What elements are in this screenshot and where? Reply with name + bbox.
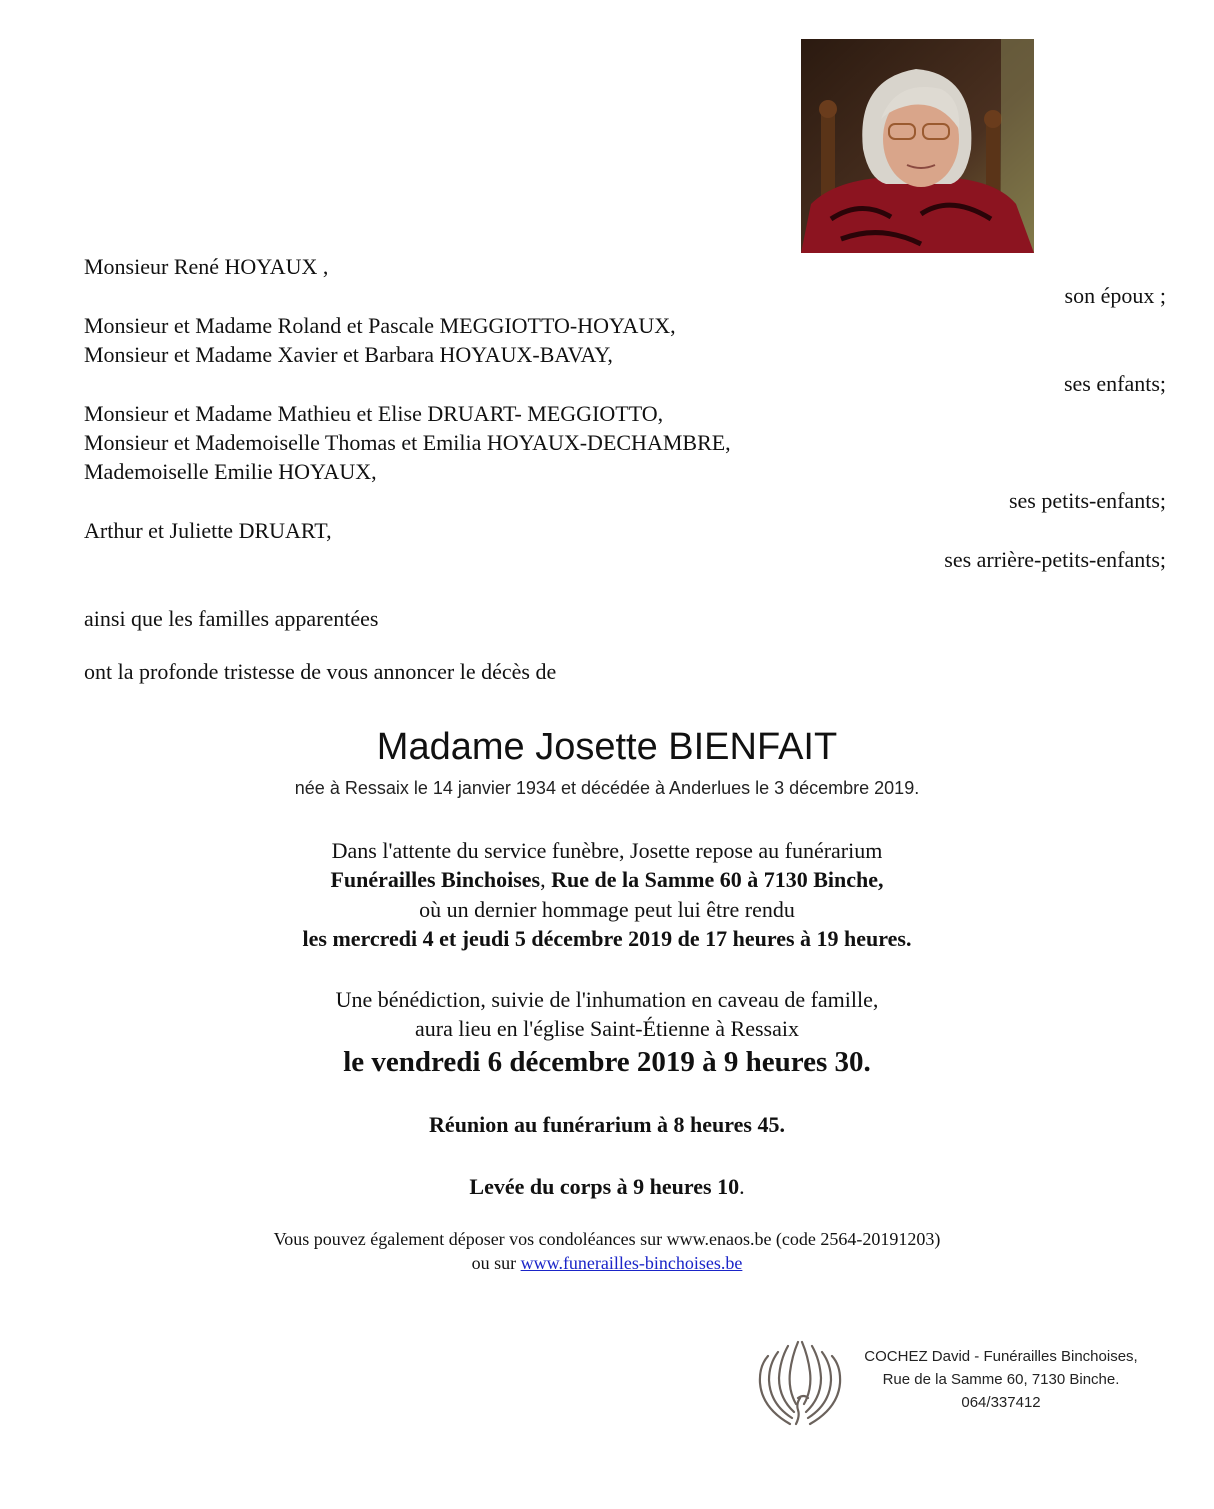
viewing-dates: les mercredi 4 et jeudi 5 décembre 2019 de 17 heures à 19 heures. — [302, 926, 912, 951]
children-role: ses enfants; — [1063, 371, 1166, 396]
meeting-line: Réunion au funérarium à 8 heures 45. — [429, 1112, 785, 1137]
grandchild-line-2: Monsieur et Mademoiselle Thomas et Emilia HOYAUX-DECHAMBRE, — [84, 430, 731, 455]
condolences-prefix: ou sur — [471, 1253, 521, 1273]
grandchild-line-3: Mademoiselle Emilie HOYAUX, — [84, 459, 377, 484]
footer-line-2: Rue de la Samme 60, 7130 Binche. — [882, 1371, 1120, 1388]
child-line-2: Monsieur et Madame Xavier et Barbara HOYAUX-BAVAY, — [84, 342, 613, 367]
viewing-line-1: Dans l'attente du service funèbre, Josette repose au funérarium — [331, 838, 883, 863]
viewing-place-address: Rue de la Samme 60 à 7130 Binche, — [551, 867, 884, 892]
levee-text: Levée du corps à 9 heures 10 — [469, 1174, 740, 1199]
viewing-place-name: Funérailles Binchoises — [330, 867, 541, 892]
viewing-line-2 — [0, 865, 1214, 894]
child-line-1: Monsieur et Madame Roland et Pascale MEGGIOTTO-HOYAUX, — [84, 313, 676, 338]
spouse-name: Monsieur René HOYAUX , — [84, 254, 329, 279]
footer-line-1: COCHEZ David - Funérailles Binchoises, — [864, 1348, 1138, 1365]
viewing-line-3: où un dernier hommage peut lui être rendu — [419, 897, 795, 922]
funeral-home-info — [846, 1345, 1156, 1414]
condolences-line-2 — [0, 1251, 1214, 1275]
levee-period: . — [739, 1174, 745, 1199]
portrait-illustration — [801, 39, 1034, 253]
footer-phone: 064/337412 — [961, 1394, 1041, 1411]
viewing-separator: , — [540, 867, 552, 892]
phoenix-icon — [752, 1338, 848, 1428]
levee-line — [0, 1172, 1214, 1201]
funeral-home-logo — [752, 1338, 848, 1428]
portrait-photo — [801, 39, 1034, 253]
great-grandchildren: Arthur et Juliette DRUART, — [84, 518, 332, 543]
ceremony-line-2: aura lieu en l'église Saint-Étienne à Ressaix — [415, 1016, 799, 1041]
announcement-line: ont la profonde tristesse de vous annoncer le décès de — [84, 659, 557, 684]
condolences-line-1: Vous pouvez également déposer vos condoléances sur www.enaos.be (code 2564-20191203) — [273, 1229, 941, 1249]
grandchildren-role: ses petits-enfants; — [1008, 488, 1166, 513]
deceased-name: Madame Josette BIENFAIT — [376, 726, 838, 768]
ceremony-date: le vendredi 6 décembre 2019 à 9 heures 30. — [343, 1046, 871, 1078]
relatives-line: ainsi que les familles apparentées — [84, 606, 379, 631]
deceased-dates: née à Ressaix le 14 janvier 1934 et décédée à Anderlues le 3 décembre 2019. — [294, 778, 920, 798]
great-grandchildren-role: ses arrière-petits-enfants; — [944, 547, 1166, 572]
grandchild-line-1: Monsieur et Madame Mathieu et Elise DRUART- MEGGIOTTO, — [84, 401, 664, 426]
spouse-role: son époux ; — [1064, 283, 1166, 308]
ceremony-line-1: Une bénédiction, suivie de l'inhumation en caveau de famille, — [335, 987, 879, 1012]
funerailles-website-link[interactable]: www.funerailles-binchoises.be — [520, 1253, 743, 1273]
